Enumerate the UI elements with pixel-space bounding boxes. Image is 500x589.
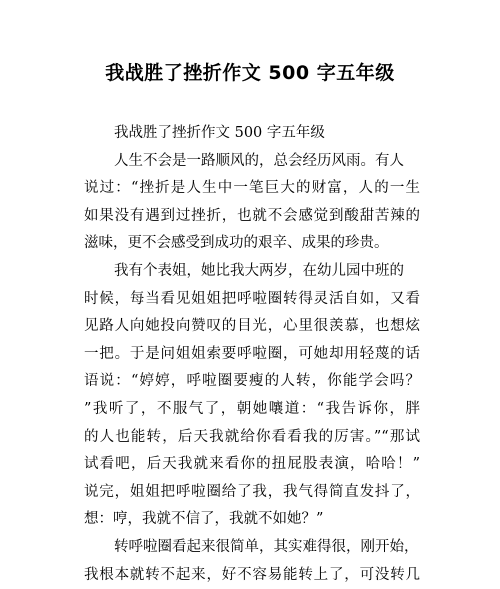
text-line: 时候，每当看见姐姐把呼啦圈转得灵活自如，又看 bbox=[84, 286, 420, 314]
text-line: ”我听了，不服气了，朝她嚷道：“我告诉你，胖 bbox=[84, 396, 420, 424]
text-line: 我有个表姐，她比我大两岁，在幼儿园中班的 bbox=[84, 258, 420, 286]
text-line: 想：哼，我就不信了，我就不如她？” bbox=[84, 506, 420, 534]
document-title: 我战胜了挫折作文 500 字五年级 bbox=[0, 60, 500, 86]
text-line: 说完，姐姐把呼啦圈给了我，我气得简直发抖了， bbox=[84, 479, 420, 507]
text-line: 滋味，更不会感受到成功的艰辛、成果的珍贵。 bbox=[84, 230, 420, 258]
body-heading-line: 我战胜了挫折作文 500 字五年级 bbox=[84, 120, 420, 148]
text-line: 一把。于是问姐姐索要呼啦圈，可她却用轻蔑的话 bbox=[84, 341, 420, 369]
document-body bbox=[84, 120, 420, 589]
text-line: 我根本就转不起来，好不容易能转上了，可没转几 bbox=[84, 562, 420, 589]
text-line: 人生不会是一路顺风的，总会经历风雨。有人 bbox=[84, 148, 420, 176]
text-line: 见路人向她投向赞叹的目光，心里很羡慕，也想炫 bbox=[84, 313, 420, 341]
text-line: 语说：“婷婷，呼啦圈要瘦的人转，你能学会吗？ bbox=[84, 368, 420, 396]
text-line: 的人也能转，后天我就给你看看我的厉害。”“那试 bbox=[84, 424, 420, 452]
text-line: 试看吧，后天我就来看你的扭屁股表演，哈哈！” bbox=[84, 451, 420, 479]
text-line: 说过：“挫折是人生中一笔巨大的财富，人的一生 bbox=[84, 175, 420, 203]
text-line: 转呼啦圈看起来很简单，其实难得很，刚开始， bbox=[84, 534, 420, 562]
text-line: 如果没有遇到过挫折，也就不会感觉到酸甜苦辣的 bbox=[84, 203, 420, 231]
